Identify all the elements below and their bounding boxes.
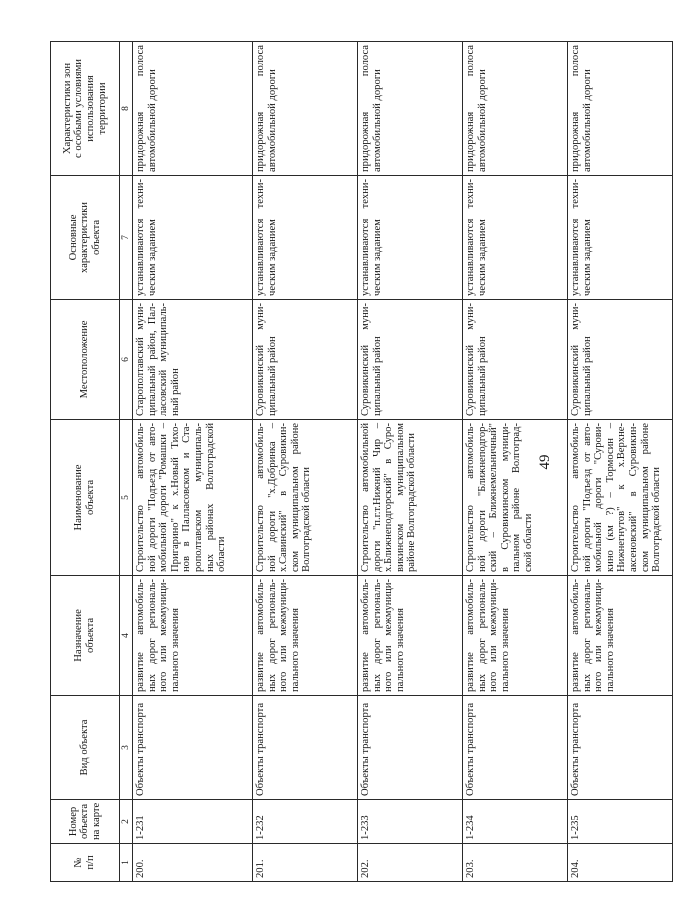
cell-map-number: 1-234 <box>463 800 568 844</box>
cell-map-number: 1-231 <box>133 800 253 844</box>
cell-purpose: развитие автомобиль- ных дорог региональ- ного или межмуници- пального значения <box>358 576 463 696</box>
header-col-location: Местоположение <box>51 300 120 420</box>
cell-characteristics: устанавливаются техни- ческим заданием <box>253 176 358 300</box>
cell-location: Суровикинский муни- ципальный район <box>463 300 568 420</box>
cell-object-name: Строительство автомобиль- ной дороги "Подъезд от авто- мобильной дороги "Сурови- кино (км ?) – Тормосин – Нижнегнутов" к х.Верхне- аксеновский" в Суровикин- ском муниципальном районе Волгоградской области <box>568 420 673 576</box>
table-row <box>358 42 463 882</box>
header-col-purpose: Назначение объекта <box>51 576 120 696</box>
header-col-characteristics: Основные характеристики объекта <box>51 176 120 300</box>
table-row <box>253 42 358 882</box>
cell-zones: придорожная полоса автомобильной дороги <box>568 42 673 176</box>
cell-object-type: Объекты транспорта <box>253 696 358 800</box>
cell-row-number: 204. <box>568 844 673 882</box>
column-number: 5 <box>120 420 133 576</box>
cell-object-name: Строительство автомобиль- ной дороги "х.Добринка – х.Савинский" в Суровикин- ском муниципальном районе Волгоградской области <box>253 420 358 576</box>
header-col-name: Наименование объекта <box>51 420 120 576</box>
column-number: 8 <box>120 42 133 176</box>
cell-zones: придорожная полоса автомобильной дороги <box>358 42 463 176</box>
cell-location: Суровикинский муни- ципальный район <box>568 300 673 420</box>
cell-characteristics: устанавливаются техни- ческим заданием <box>568 176 673 300</box>
cell-location: Суровикинский муни- ципальный район <box>253 300 358 420</box>
page-number: 49 <box>537 454 553 470</box>
table-row <box>568 42 673 882</box>
cell-characteristics: устанавливаются техни- ческим заданием <box>358 176 463 300</box>
cell-object-type: Объекты транспорта <box>568 696 673 800</box>
cell-zones: придорожная полоса автомобильной дороги <box>253 42 358 176</box>
rotated-page <box>50 42 663 882</box>
header-col-zones: Характеристики зон с особыми условиями использования территории <box>51 42 120 176</box>
cell-purpose: развитие автомобиль- ных дорог региональ- ного или межмуници- пального значения <box>133 576 253 696</box>
cell-map-number: 1-232 <box>253 800 358 844</box>
column-number: 7 <box>120 176 133 300</box>
cell-purpose: развитие автомобиль- ных дорог региональ- ного или межмуници- пального значения <box>463 576 568 696</box>
cell-map-number: 1-233 <box>358 800 463 844</box>
cell-object-type: Объекты транспорта <box>133 696 253 800</box>
header-col-type: Вид объекта <box>51 696 120 800</box>
column-number: 4 <box>120 576 133 696</box>
cell-location: Старополтавский муни- ципальный район, Пал- ласовский муниципаль- ный район <box>133 300 253 420</box>
column-number: 6 <box>120 300 133 420</box>
cell-zones: придорожная полоса автомобильной дороги <box>463 42 568 176</box>
cell-row-number: 200. <box>133 844 253 882</box>
objects-table <box>50 41 673 882</box>
cell-characteristics: устанавливаются техни- ческим заданием <box>133 176 253 300</box>
cell-purpose: развитие автомобиль- ных дорог региональ- ного или межмуници- пального значения <box>568 576 673 696</box>
column-number: 1 <box>120 844 133 882</box>
header-col-map-number: Номер объекта на карте <box>51 800 120 844</box>
cell-row-number: 202. <box>358 844 463 882</box>
cell-zones: придорожная полоса автомобильной дороги <box>133 42 253 176</box>
table-row <box>133 42 253 882</box>
cell-object-name: Строительство автомобиль- ной дороги "Подъезд от авто- мобильной дороги "Ромашки – Пригарино" к х.Новый Тихо- нов в Палласовском и Ста- рополтавском муниципаль- ных районах Волгоградской области <box>133 420 253 576</box>
cell-object-type: Объекты транспорта <box>463 696 568 800</box>
table-header-row <box>51 42 120 882</box>
header-col-number: № п/п <box>51 844 120 882</box>
cell-map-number: 1-235 <box>568 800 673 844</box>
cell-location: Суровикинский муни- ципальный район <box>358 300 463 420</box>
cell-row-number: 201. <box>253 844 358 882</box>
cell-row-number: 203. <box>463 844 568 882</box>
cell-purpose: развитие автомобиль- ных дорог региональ- ного или межмуници- пального значения <box>253 576 358 696</box>
cell-object-type: Объекты транспорта <box>358 696 463 800</box>
cell-object-name: Строительство автомобиль- ной дороги "Ближнеподгор- ский – Ближнемельничный" в Суровикинском муници- пальном районе Волгоград- ской области <box>463 420 568 576</box>
column-number: 2 <box>120 800 133 844</box>
column-number-row <box>120 42 133 882</box>
cell-object-name: Строительство автомобильной дороги "п.г.т.Нижний Чир – х.Ближнеподгорский" в Суро- викинском муниципальном районе Волгоградской области <box>358 420 463 576</box>
cell-characteristics: устанавливаются техни- ческим заданием <box>463 176 568 300</box>
column-number: 3 <box>120 696 133 800</box>
